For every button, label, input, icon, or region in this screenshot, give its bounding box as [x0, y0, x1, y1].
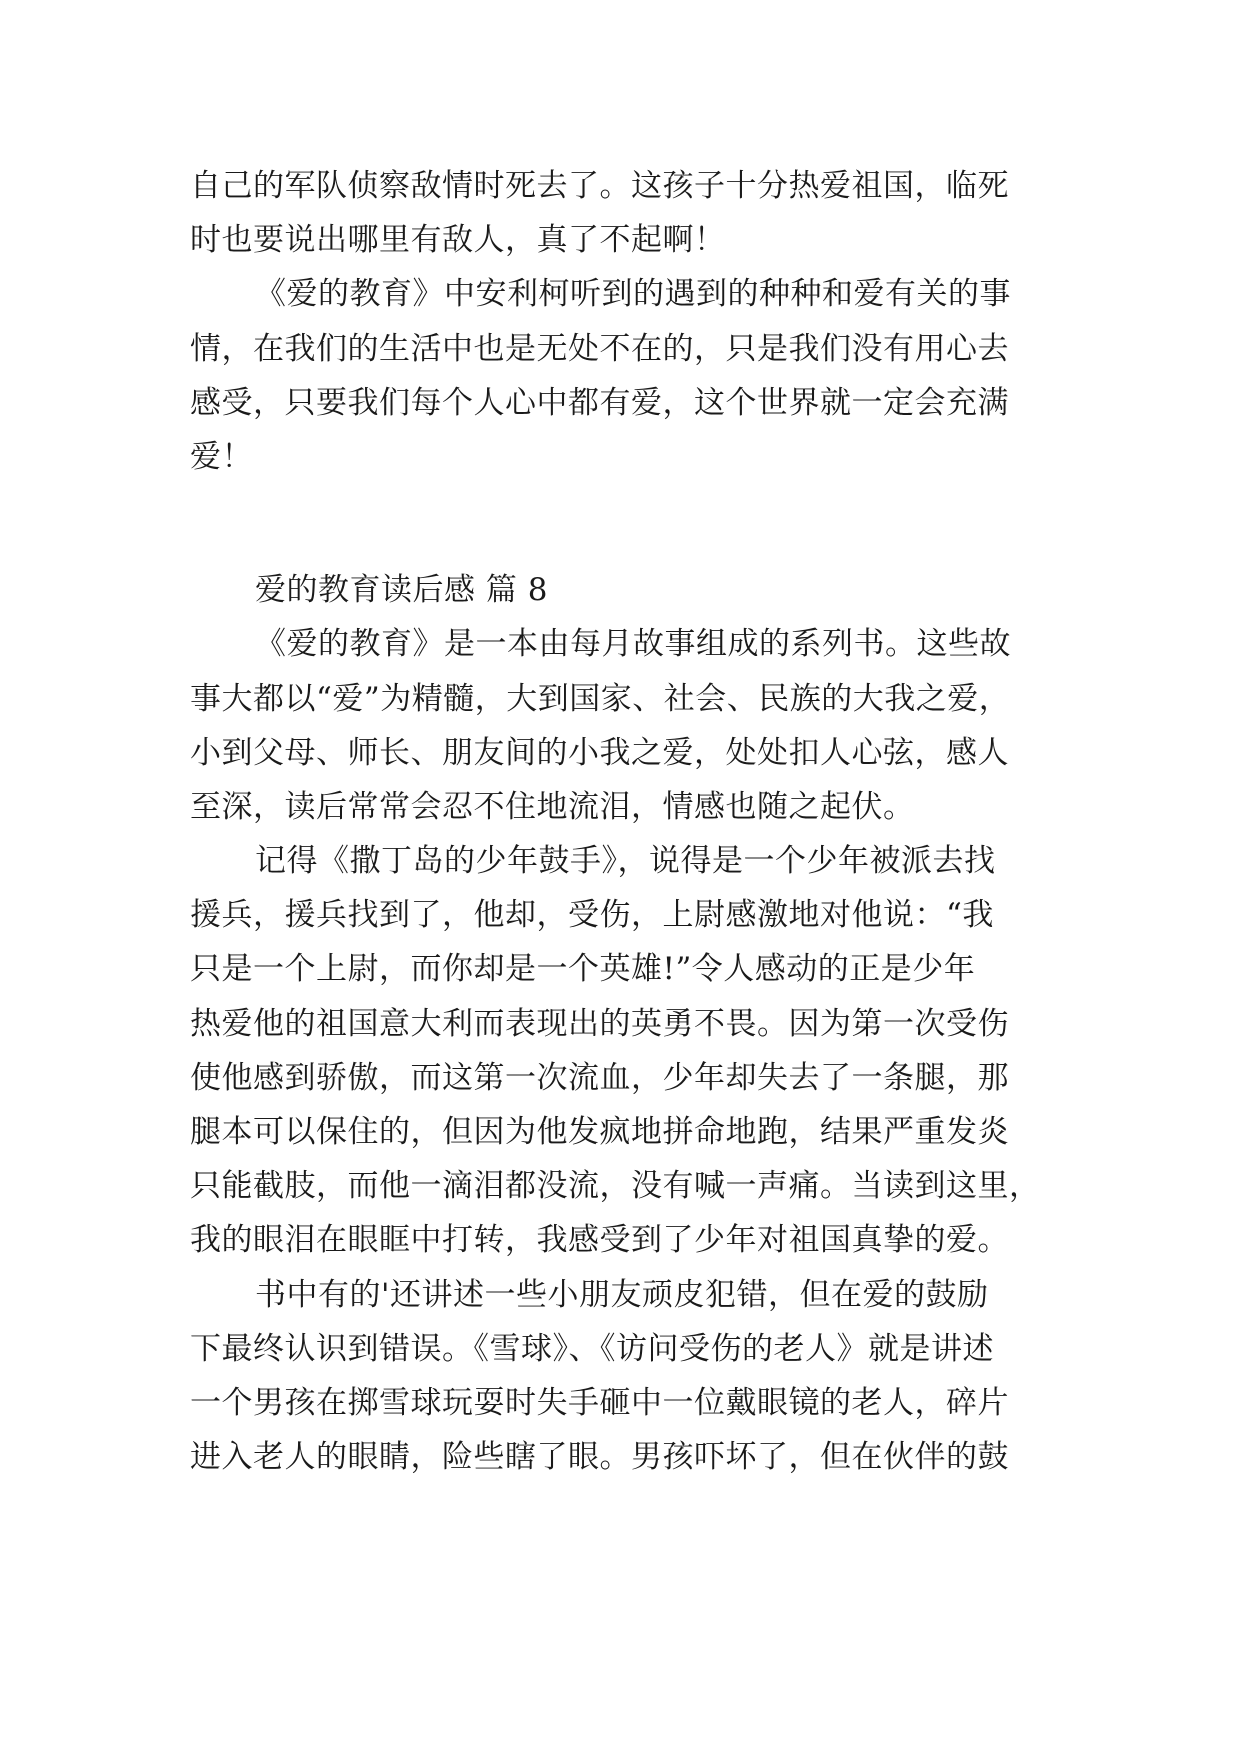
- text-line: 热爱他的祖国意大利而表现出的英勇不畏。因为第一次受伤: [190, 1005, 1009, 1042]
- text-line: 进入老人的眼睛，险些瞎了眼。男孩吓坏了，但在伙伴的鼓: [190, 1439, 1009, 1476]
- text-line: 记得《撒丁岛的少年鼓手》，说得是一个少年被派去找: [255, 843, 996, 880]
- text-line: 小到父母、师长、朋友间的小我之爱，处处扣人心弦，感人: [190, 734, 1009, 771]
- paragraph: [190, 267, 1060, 484]
- text-line: 我的眼泪在眼眶中打转，我感受到了少年对祖国真挚的爱。: [190, 1222, 1009, 1259]
- text-line: 书中有的'还讲述一些小朋友顽皮犯错，但在爱的鼓励: [255, 1276, 989, 1313]
- paragraph: [190, 1268, 1060, 1485]
- text-line: 感受，只要我们每个人心中都有爱，这个世界就一定会充满: [190, 384, 1009, 421]
- text-line: 自己的军队侦察敌情时死去了。这孩子十分热爱祖国，临死: [190, 168, 1009, 204]
- text-line: 至深，读后常常会忍不住地流泪，情感也随之起伏。: [190, 788, 915, 825]
- paragraph: [190, 834, 1060, 1268]
- text-line: 时也要说出哪里有敌人，真了不起啊！: [190, 222, 726, 259]
- paragraph: [190, 159, 1060, 267]
- text-line: 《爱的教育》中安利柯听到的遇到的种种和爱有关的事: [255, 276, 1011, 313]
- section-spacer: [190, 484, 1060, 563]
- text-line: 一个男孩在掷雪球玩耍时失手砸中一位戴眼镜的老人，碎片: [190, 1384, 1009, 1421]
- text-line: 只能截肢，而他一滴泪都没流，没有喊一声痛。当读到这里，: [190, 1168, 1041, 1205]
- text-line: 情，在我们的生活中也是无处不在的，只是我们没有用心去: [190, 330, 1009, 367]
- text-line: 腿本可以保住的，但因为他发疯地拼命地跑，结果严重发炎: [190, 1114, 1009, 1150]
- text-line: 下最终认识到错误。《雪球》、《访问受伤的老人》就是讲述: [190, 1330, 994, 1367]
- text-line: 援兵，援兵找到了，他却，受伤，上尉感激地对他说：“我: [190, 897, 994, 934]
- text-line: 事大都以“爱”为精髓，大到国家、社会、民族的大我之爱，: [190, 680, 1011, 717]
- document-body: [190, 159, 1060, 1484]
- text-line: 爱！: [190, 438, 253, 475]
- text-line: 使他感到骄傲，而这第一次流血，少年却失去了一条腿，那: [190, 1059, 1009, 1096]
- text-line: 只是一个上尉，而你却是一个英雄!”令人感动的正是少年: [190, 951, 976, 988]
- paragraph: [190, 617, 1060, 834]
- section-heading: 爱的教育读后感 篇 8: [255, 572, 548, 609]
- text-line: 《爱的教育》是一本由每月故事组成的系列书。这些故: [255, 626, 1011, 663]
